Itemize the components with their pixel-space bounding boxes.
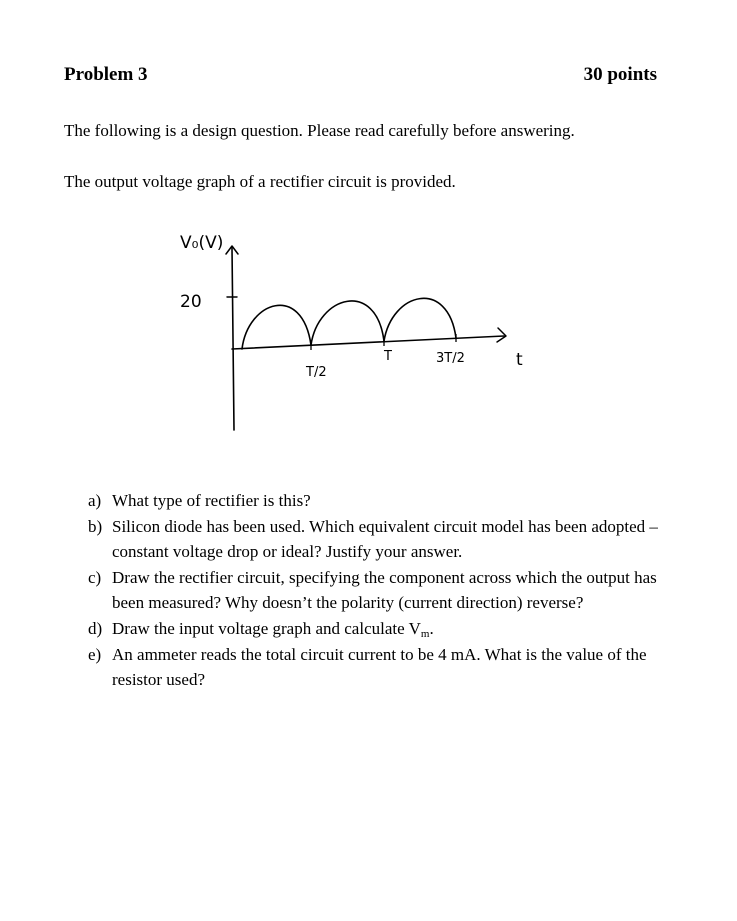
x-tick-label: 3T/2: [436, 351, 465, 366]
intro-paragraph: The following is a design question. Please read carefully before answering.: [64, 121, 575, 140]
question-letter: d): [88, 618, 103, 638]
x-tick-label: T: [384, 349, 392, 364]
y-axis: [232, 248, 234, 430]
question-text: Silicon diode has been used. Which equivalent circuit model has been adopted – constant voltage drop or ideal? Justify your answer.: [112, 516, 658, 562]
waveform-hump: [242, 305, 311, 349]
question-item: [88, 642, 668, 693]
waveform-hump: [384, 298, 456, 341]
problem-title: Problem 3: [64, 64, 148, 85]
problem-points: 30 points: [583, 64, 657, 85]
output-voltage-graph: [168, 222, 538, 437]
question-text: Draw the rectifier circuit, specifying the component across which the output has been measured? Why doesn’t the polarity (current direction) reverse?: [112, 567, 657, 613]
x-axis-label: t: [516, 350, 523, 370]
question-item: [88, 565, 668, 616]
graph-intro-paragraph: The output voltage graph of a rectifier circuit is provided.: [64, 172, 456, 191]
question-letter: e): [88, 644, 102, 664]
question-tail: .: [429, 618, 434, 638]
question-item: [88, 616, 668, 642]
question-list: [88, 488, 668, 693]
question-text: Draw the input voltage graph and calculate V: [112, 618, 421, 638]
question-subscript: m: [420, 627, 430, 640]
x-tick-label: T/2: [306, 365, 327, 380]
question-letter: c): [88, 567, 102, 587]
waveform-hump: [311, 301, 384, 345]
question-item: [88, 488, 668, 514]
question-text: An ammeter reads the total circuit current to be 4 mA. What is the value of the resistor used?: [112, 644, 647, 690]
x-axis: [232, 336, 504, 349]
y-axis-label: V₀(V): [180, 233, 224, 253]
question-letter: b): [88, 516, 103, 536]
x-axis-arrowhead: [497, 328, 506, 342]
question-text: What type of rectifier is this?: [112, 491, 311, 510]
question-item: [88, 514, 668, 565]
question-letter: a): [88, 491, 102, 510]
y-tick-label: 20: [180, 292, 202, 312]
